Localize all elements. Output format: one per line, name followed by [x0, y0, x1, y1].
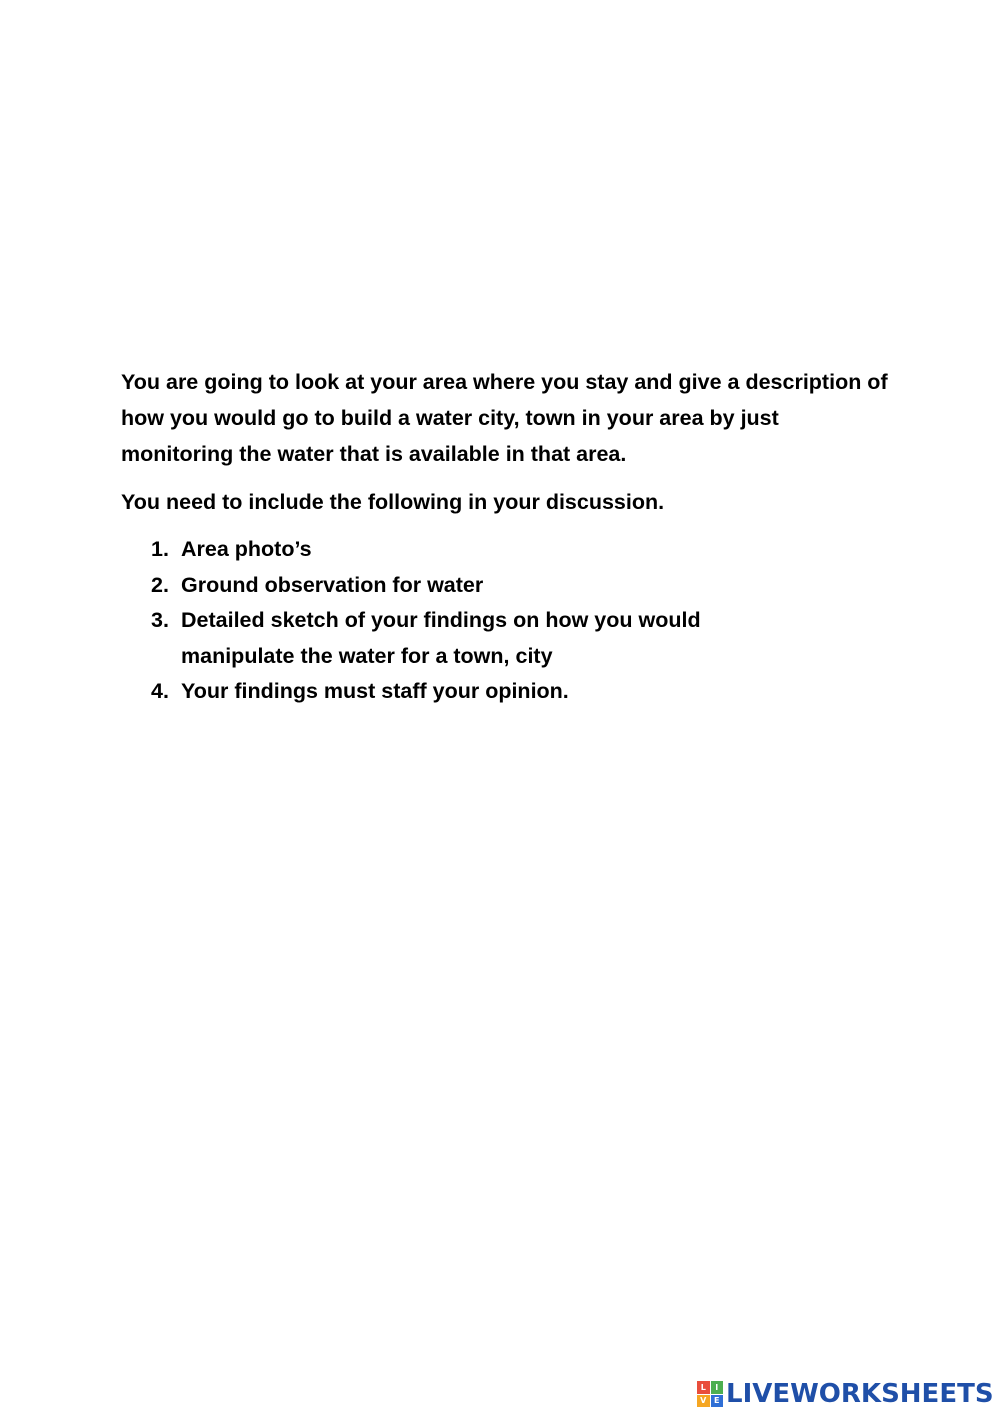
- logo-letter: L: [697, 1381, 710, 1394]
- list-item: [121, 532, 891, 568]
- list-item-number: 3.: [151, 608, 169, 632]
- logo-letter: V: [697, 1395, 710, 1408]
- list-item: [121, 674, 891, 710]
- list-item-number: 4.: [151, 679, 169, 703]
- list-item: [121, 568, 891, 604]
- list-item-text: Your findings must staff your opinion.: [181, 679, 569, 703]
- instruction-paragraph: You need to include the following in your discussion.: [121, 490, 665, 514]
- list-item-text: Ground observation for water: [181, 572, 484, 597]
- brand-name: LIVEWORKSHEETS: [726, 1379, 994, 1409]
- intro-paragraph: You are going to look at your area where you stay and give a description of how you would go to build a water city, town in your area by just monitoring the water that is available in that area.: [121, 370, 888, 466]
- list-item-number: 2.: [151, 572, 169, 597]
- logo-letter: I: [711, 1381, 724, 1394]
- list-item-text: Area photo’s: [181, 537, 312, 561]
- list-item: [121, 603, 891, 674]
- logo-icon: [697, 1381, 723, 1407]
- liveworksheets-logo: [697, 1378, 994, 1410]
- worksheet-content: [121, 364, 891, 710]
- task-list: [121, 532, 891, 710]
- list-item-text: Detailed sketch of your findings on how you would manipulate the water for a town, city: [181, 608, 701, 668]
- logo-letter: E: [711, 1395, 724, 1408]
- list-item-number: 1.: [151, 537, 169, 561]
